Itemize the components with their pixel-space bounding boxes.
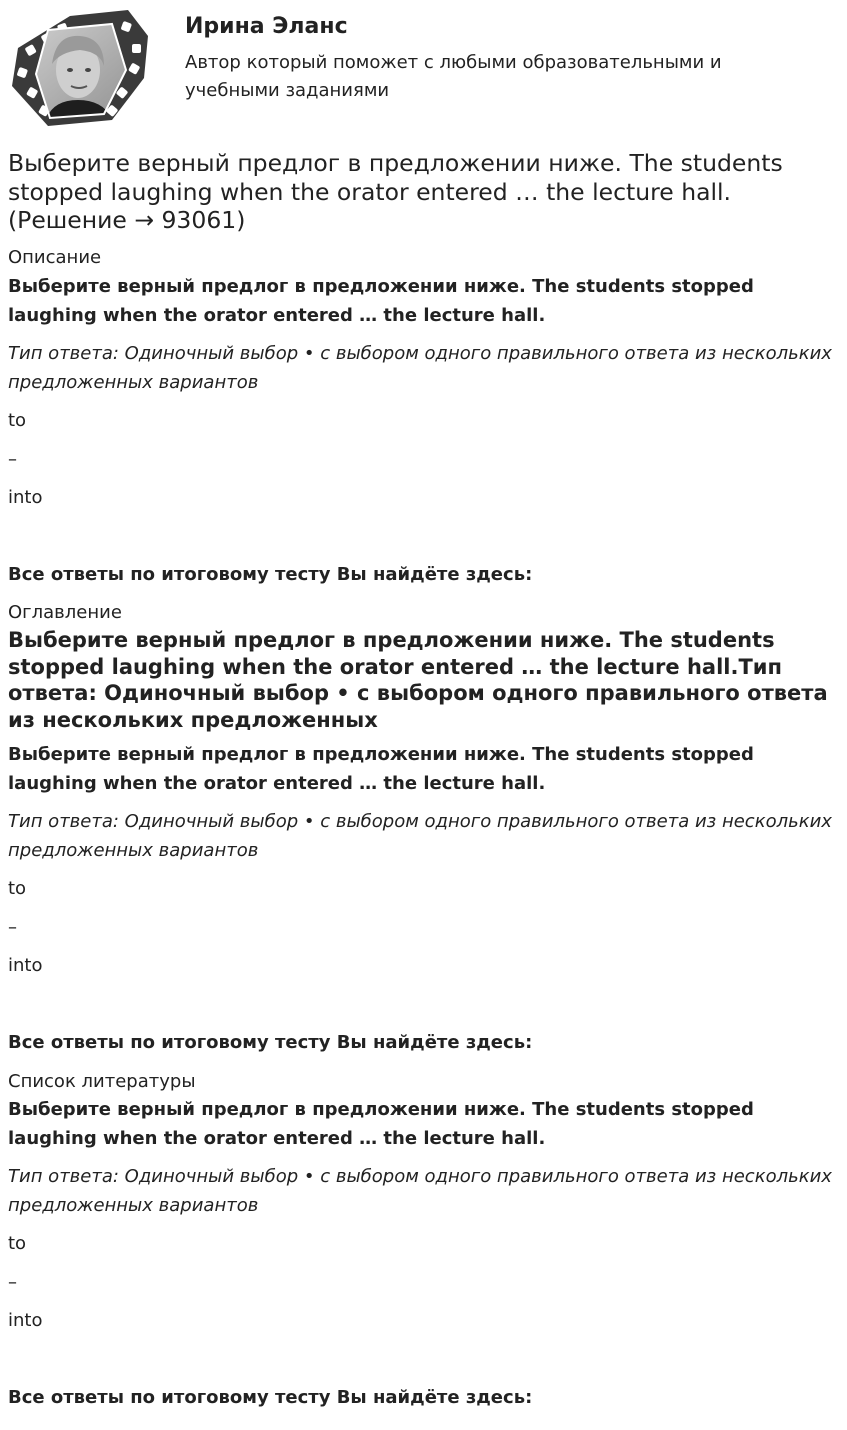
answer-type-text: Тип ответа: Одиночный выбор • с выбором одного правильного ответа из нескольких предложенных вариантов	[8, 343, 832, 393]
option-item: to	[8, 878, 27, 899]
section-label-toc: Оглавление	[8, 602, 122, 623]
answers-link[interactable]: Все ответы по итоговому тесту Вы найдёте здесь:	[8, 1032, 533, 1053]
answer-type-text: Тип ответа: Одиночный выбор • с выбором одного правильного ответа из нескольких предложенных вариантов	[8, 811, 832, 861]
answers-link[interactable]: Все ответы по итоговому тесту Вы найдёте здесь:	[8, 564, 533, 585]
option-item: –	[8, 449, 17, 470]
option-item: –	[8, 917, 17, 938]
option-item: into	[8, 1310, 43, 1331]
toc-heading: Выберите верный предлог в предложении ниже. The students stopped laughing when the orator entered … the lecture hall.Тип ответа: Одиночный выбор • с выбором одного правильного ответа из нескольких предложенных	[8, 628, 828, 732]
option-item: –	[8, 1272, 17, 1293]
author-avatar[interactable]	[8, 8, 150, 128]
answers-link[interactable]: Все ответы по итоговому тесту Вы найдёте здесь:	[8, 1387, 533, 1408]
section-label-literature: Список литературы	[8, 1071, 196, 1092]
option-item: into	[8, 487, 43, 508]
author-name[interactable]: Ирина Эланс	[185, 14, 348, 39]
author-description: Автор который поможет с любыми образовательными и учебными заданиями	[185, 52, 722, 101]
option-item: to	[8, 410, 27, 431]
option-item: to	[8, 1233, 27, 1254]
question-text: Выберите верный предлог в предложении ниже. The students stopped laughing when the orator entered … the lecture hall.	[8, 276, 754, 326]
option-item: into	[8, 955, 43, 976]
question-text: Выберите верный предлог в предложении ниже. The students stopped laughing when the orator entered … the lecture hall.	[8, 744, 754, 794]
question-text: Выберите верный предлог в предложении ниже. The students stopped laughing when the orator entered … the lecture hall.	[8, 1099, 754, 1149]
section-label-description: Описание	[8, 247, 102, 268]
author-card	[8, 8, 839, 128]
page-title: Выберите верный предлог в предложении ниже. The students stopped laughing when the orator entered … the lecture hall. (Решение → 93061)	[8, 149, 783, 234]
answer-type-text: Тип ответа: Одиночный выбор • с выбором одного правильного ответа из нескольких предложенных вариантов	[8, 1166, 832, 1216]
